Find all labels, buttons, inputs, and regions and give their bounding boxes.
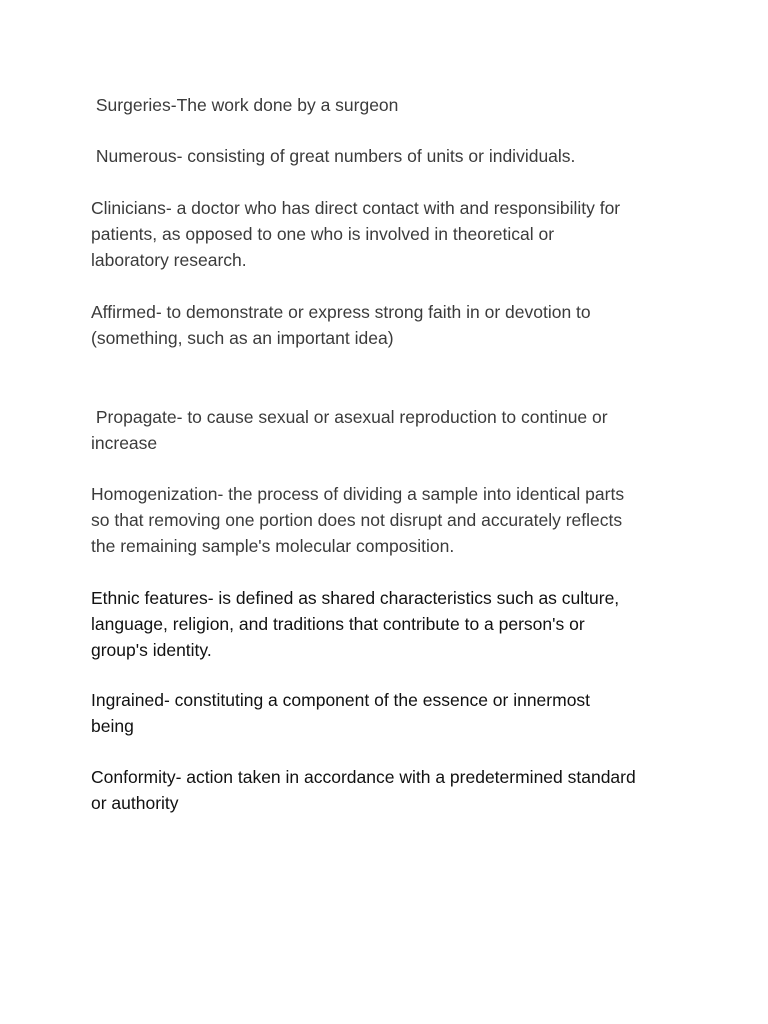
definition-propagate: Propagate- to cause sexual or asexual reproduction to continue or increase [91,407,608,453]
definition-numerous: Numerous- consisting of great numbers of units or individuals. [91,146,576,166]
definition-ethnic-features: Ethnic features- is defined as shared characteristics such as culture, language, religion, and traditions that contribute to a person's or group's identity. [91,588,620,660]
definition-surgeries: Surgeries-The work done by a surgeon [91,95,399,115]
definition-conformity: Conformity- action taken in accordance with a predetermined standard or authority [91,767,636,813]
definition-clinicians: Clinicians- a doctor who has direct contact with and responsibility for patients, as opposed to one who is involved in theoretical or laboratory research. [91,198,621,270]
definition-ingrained: Ingrained- constituting a component of the essence or innermost being [91,690,591,736]
definition-affirmed: Affirmed- to demonstrate or express strong faith in or devotion to (something, such as an important idea) [91,302,591,348]
definition-homogenization: Homogenization- the process of dividing a sample into identical parts so that removing one portion does not disrupt and accurately reflects the remaining sample's molecular composition. [91,484,625,556]
